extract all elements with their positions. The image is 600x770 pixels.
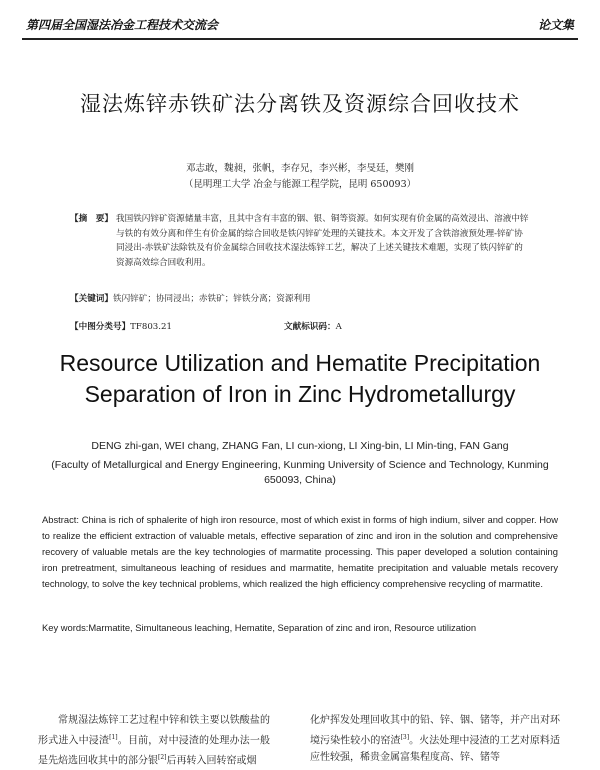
classification-value: TF803.21 (130, 322, 172, 332)
english-title (0, 348, 600, 410)
chinese-keywords-label: 【关键词】 (70, 294, 113, 304)
english-keywords-label: Key words: (42, 622, 89, 633)
chinese-title: 湿法炼锌赤铁矿法分离铁及资源综合回收技术 (80, 92, 520, 116)
chinese-abstract-text: 我国铁闪锌矿资源储量丰富，且其中含有丰富的铟、银、铜等资源。如何实现有价金属的高效浸出、溶液中锌与铁的有效分离和伴生有价金属的综合回收是铁闪锌矿处理的关键技术。本文开发了含铁溶液预处理-锌矿协同浸出-赤铁矿法除铁及有价金属综合回收技术湿法炼锌工艺，解决了上述关键技术难题，实现了铁闪锌矿的资源高效综合回收利用。 (116, 214, 529, 268)
reference-3: [3] (400, 734, 410, 741)
reference-1: [1] (109, 734, 118, 741)
chinese-authors: 邓志敢，魏昶，张帆，李存兄，李兴彬，李旻廷，樊刚 (185, 163, 414, 174)
document-code-value: A (335, 322, 342, 332)
body-left-text-1: 常规湿法炼锌工艺过程中锌和铁主要以铁酸盐的形式进入中浸渣 (38, 715, 270, 747)
english-affiliation: (Faculty of Metallurgical and Energy Engineering, Kunming University of Science and Technology, Kunming 650093, China) (51, 459, 549, 486)
english-title-line-2: Separation of Iron in Zinc Hydrometallurgy (84, 381, 516, 407)
conference-name: 第四届全国湿法冶金工程技术交流会 (26, 18, 219, 32)
body-column-left (38, 712, 270, 770)
english-abstract-label: Abstract: (42, 514, 79, 525)
running-header (22, 14, 578, 40)
chinese-keywords-text: 铁闪锌矿；协同浸出；赤铁矿；锌铁分离；资源利用 (112, 294, 311, 304)
body-left-text-3: 后再转入回转窑或烟 (166, 755, 257, 767)
reference-2: [2] (158, 754, 167, 762)
body-column-right (310, 712, 560, 766)
english-keywords (42, 622, 558, 633)
english-keywords-text: Marmatite, Simultaneous leaching, Hematite, Separation of zinc and iron, Resource utilization (88, 622, 477, 633)
document-code-label: 文献标识码： (284, 322, 336, 332)
english-abstract-text: China is rich of sphalerite of high iron resource, most of which exist in forms of high indium, silver and copper. How to realize the efficient extraction of valuable metals, effective separation of zinc and iron in the solution and comprehensive recovery of valuable metals are the key technologies of marmatite processing. This paper developed a solution containing iron pretreatment, simultaneous leaching of residues and marmatite, hematite precipitation and valuable metals recovery technology, to solve the key technical problems, which realized the high efficiency comprehensive recycling of marmatite. (42, 514, 558, 589)
chinese-abstract-label: 【摘 要】 (70, 214, 113, 224)
chinese-keywords (70, 292, 530, 304)
section-name: 论文集 (537, 18, 574, 32)
body-right-text-1: 化炉挥发处理回收其中的铅、锌、铟、锗等，并产出对环境污染性较小的窑渣 (310, 715, 560, 747)
classification-label: 【中图分类号】 (70, 322, 131, 332)
english-authors: DENG zhi-gan, WEI chang, ZHANG Fan, LI cun-xiong, LI Xing-bin, LI Min-ting, FAN Gang (91, 440, 509, 452)
document-code (284, 320, 342, 332)
english-title-line-1: Resource Utilization and Hematite Precipitation (59, 350, 541, 376)
chinese-affiliation: （昆明理工大学 冶金与能源工程学院，昆明 650093） (183, 179, 417, 190)
body-left-text-2: 。目前，对中浸渣的处理办法一般是先焙选回收其中的部分银 (38, 735, 271, 767)
classification-line (70, 320, 530, 332)
chinese-abstract (70, 212, 530, 270)
body-right-text-2: 。火法处理中浸渣的工艺对原料适应性较强，稀贵金属富集程度高、锌、锗等 (310, 735, 560, 764)
english-abstract (42, 512, 558, 592)
